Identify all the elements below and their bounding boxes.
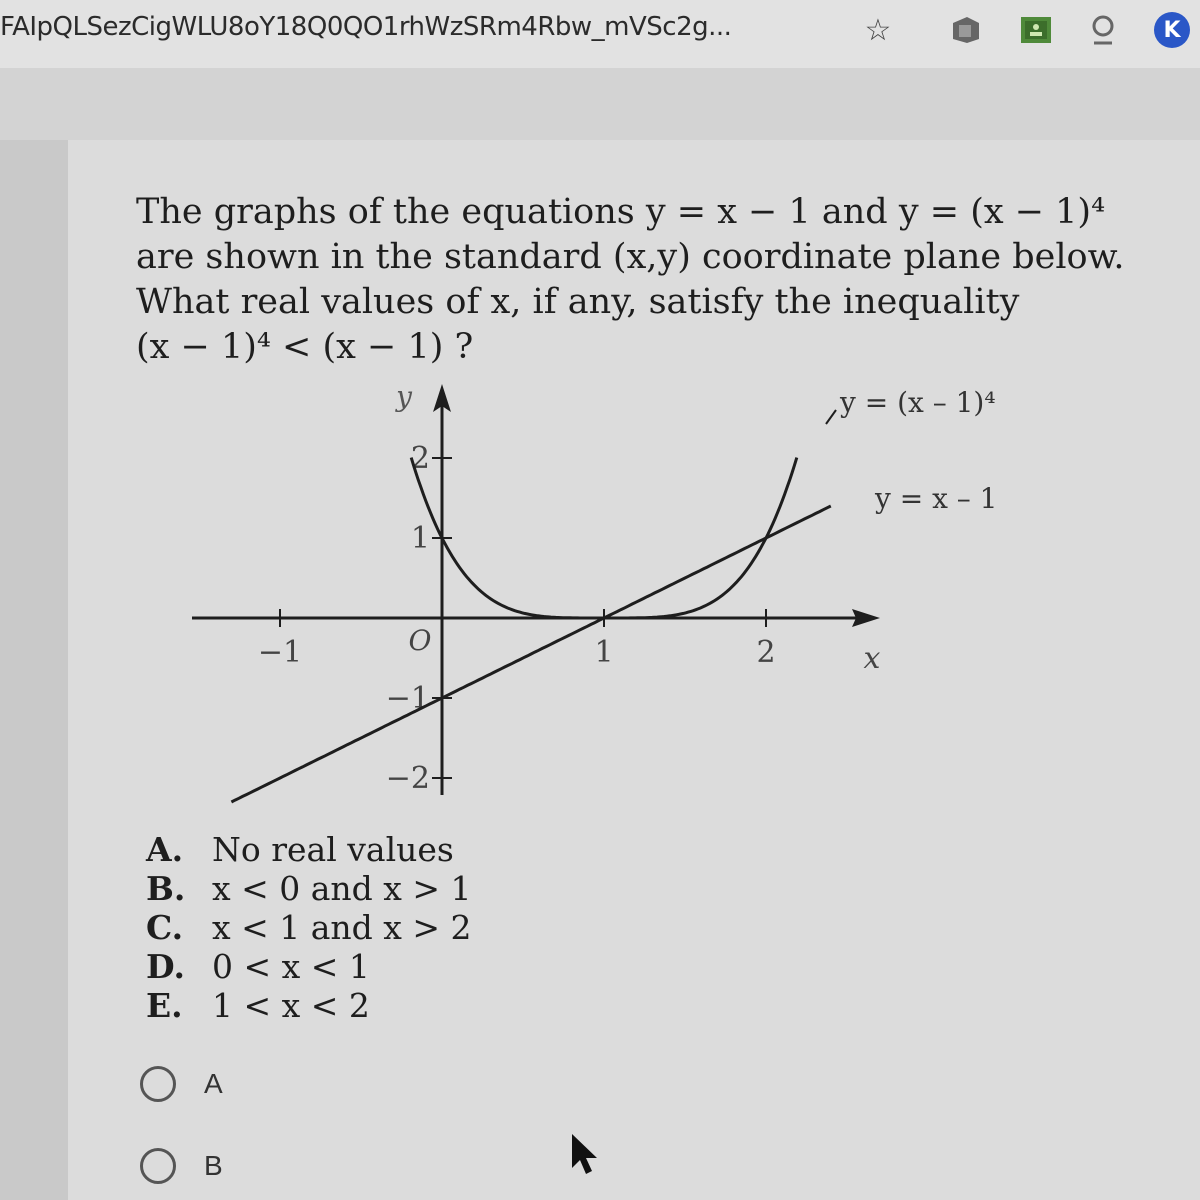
quartic-label-leader [826, 410, 836, 424]
choice-b: B. x < 0 and x > 1 [146, 869, 472, 908]
question-line: (x − 1)⁴ < (x − 1) ? [136, 327, 474, 367]
x-axis-label: x [863, 641, 881, 676]
choice-a: A. No real values [146, 830, 454, 869]
question-line: What real values of x, if any, satisfy the inequality [136, 282, 1020, 322]
mouse-cursor-icon [570, 1132, 600, 1176]
choice-c: C. x < 1 and x > 2 [146, 908, 472, 947]
x-tick-label: 2 [756, 635, 776, 670]
radio-button-a[interactable] [140, 1066, 176, 1102]
x-tick-label: −1 [257, 635, 303, 670]
origin-label: O [408, 624, 432, 657]
linear-line-label: y = x – 1 [875, 482, 998, 515]
x-axis-arrow [852, 609, 880, 627]
option-b[interactable] [140, 1148, 223, 1184]
extension-icon[interactable] [948, 10, 984, 50]
question-line: The graphs of the equations y = x − 1 and y = (x − 1)⁴ [136, 192, 1106, 232]
y-tick-label: 2 [410, 441, 430, 476]
choice-d: D. 0 < x < 1 [146, 947, 370, 986]
question-line: are shown in the standard (x,y) coordinate plane below. [136, 237, 1125, 277]
star-icon[interactable]: ☆ [864, 12, 892, 48]
y-axis-label: y [396, 380, 412, 413]
profile-k-icon[interactable]: K [1152, 10, 1192, 50]
quartic-curve-label: y = (x – 1)⁴ [840, 386, 996, 419]
answer-choices [146, 830, 472, 1025]
linear-line [231, 506, 830, 802]
classroom-icon[interactable] [1018, 10, 1054, 50]
search-icon[interactable] [1085, 10, 1121, 50]
option-b-label: B [204, 1150, 223, 1181]
question-text [136, 190, 1125, 370]
y-tick-label: −1 [385, 681, 430, 716]
choice-e: E. 1 < x < 2 [146, 986, 370, 1025]
url-text[interactable]: FAIpQLSezCigWLU8oY18Q0QO1rhWzSRm4Rbw_mVSc2g... [0, 12, 732, 42]
y-tick-label: 1 [410, 521, 430, 556]
radio-button-b[interactable] [140, 1148, 176, 1184]
option-a-label: A [204, 1068, 223, 1099]
browser-toolbar [0, 0, 1200, 68]
toolbar-spacer [0, 68, 1200, 140]
y-tick-label: −2 [385, 761, 430, 796]
coordinate-plane-graph [180, 380, 1020, 820]
x-tick-label: 1 [594, 635, 614, 670]
quartic-curve [411, 458, 797, 618]
option-a[interactable] [140, 1066, 223, 1102]
